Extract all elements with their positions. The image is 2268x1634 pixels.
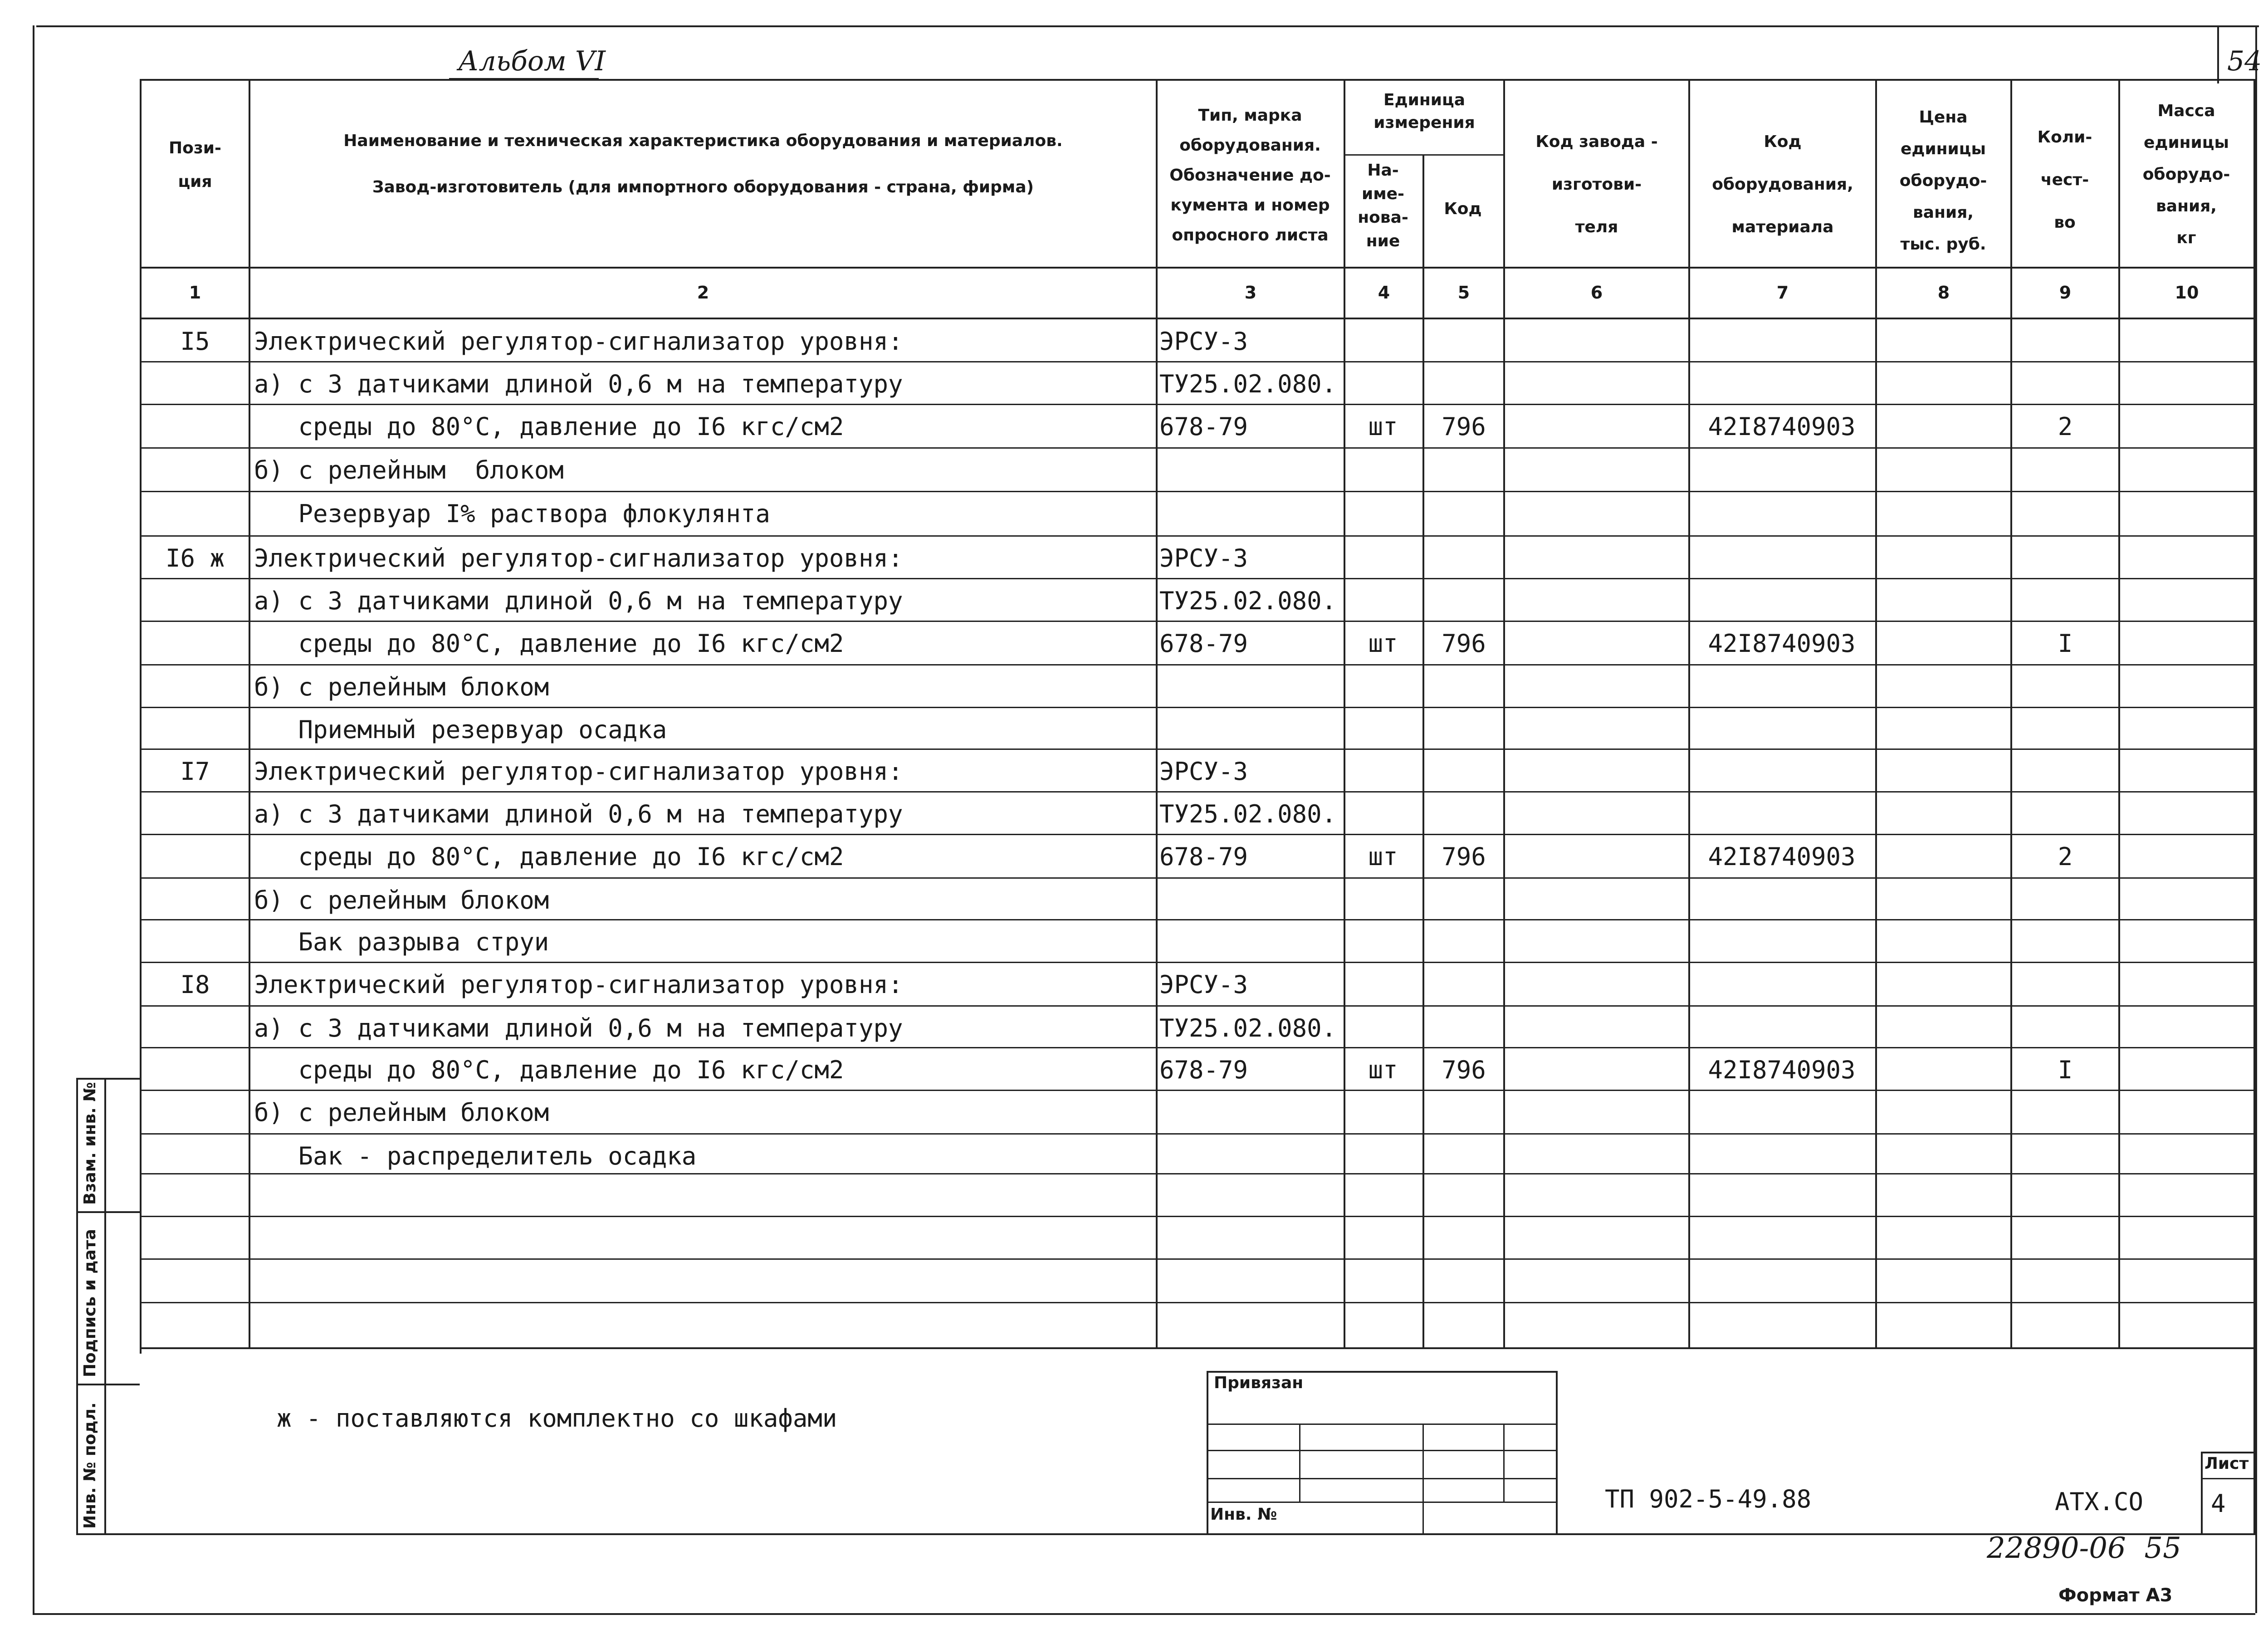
cell-name: среды до 80°С, давление до I6 кгс/см2	[254, 412, 844, 441]
row-line	[140, 447, 2253, 449]
col-sep-6	[1688, 79, 1690, 1349]
sheet-label: Лист	[2204, 1454, 2249, 1473]
cell-type: ТУ25.02.080.	[1159, 370, 1337, 398]
table-right-border	[2253, 79, 2255, 1533]
cell-unit: шт	[1368, 629, 1398, 658]
hdr-name-line1: Наименование и техническая характеристика оборудования и материалов.	[343, 132, 1063, 150]
cell-type: 678-79	[1159, 842, 1248, 871]
colnum-9: 9	[2059, 283, 2072, 303]
album-title: Альбом VI	[458, 45, 606, 77]
cell-type: ЭРСУ-3	[1159, 544, 1248, 572]
row-line	[140, 621, 2253, 622]
frame-bottom-line	[76, 1533, 2255, 1535]
cell-unit: шт	[1368, 842, 1398, 871]
page-number-box-left	[2217, 25, 2219, 83]
side-strip-sep-1	[76, 1211, 140, 1213]
hdr-quantity: Коли- чест- во	[2037, 128, 2092, 232]
cell-name: б) с релейным блоком	[254, 456, 564, 484]
cell-name: Электрический регулятор-сигнализатор уровня:	[254, 544, 903, 572]
row-line	[140, 1173, 2253, 1174]
cell-code: 796	[1442, 629, 1486, 658]
cell-type: ТУ25.02.080.	[1159, 800, 1337, 828]
cell-type: 678-79	[1159, 1056, 1248, 1084]
cell-name: Бак - распределитель осадка	[254, 1142, 697, 1170]
doc-mark: АТХ.СО	[2055, 1487, 2144, 1516]
cell-mat: 42I8740903	[1708, 412, 1856, 441]
side-strip-left	[76, 1078, 78, 1533]
cell-name: б) с релейным блоком	[254, 673, 549, 701]
format-label: Формат А3	[2058, 1585, 2173, 1606]
row-line	[140, 404, 2253, 405]
cell-name: Бак разрыва струи	[254, 928, 549, 956]
cell-unit: шт	[1368, 412, 1398, 441]
cell-type: ЭРСУ-3	[1159, 757, 1248, 786]
hdr-factory-code: Код завода - изготови- теля	[1535, 132, 1658, 236]
cell-qty: 2	[2058, 412, 2073, 441]
side-strip-mid	[104, 1078, 106, 1533]
hdr-name-line2: Завод-изготовитель (для импортного оборудования - страна, фирма)	[372, 178, 1034, 196]
row-line	[140, 578, 2253, 579]
stamp-privyazan: Привязан	[1214, 1374, 1304, 1392]
col-sep-7	[1875, 79, 1877, 1349]
cell-code: 796	[1442, 412, 1486, 441]
sheet-box-top	[2201, 1452, 2253, 1453]
cell-pos: I8	[180, 970, 210, 999]
row-line	[140, 535, 2253, 537]
unit-sub-line	[1344, 154, 1503, 156]
outer-right-border	[2255, 25, 2257, 1613]
colnum-7: 7	[1776, 283, 1789, 303]
handwritten-number: 22890-06 55	[1987, 1531, 2181, 1565]
col-sep-3	[1344, 79, 1345, 1349]
row-line	[140, 834, 2253, 835]
cell-mat: 42I8740903	[1708, 629, 1856, 658]
colnum-3: 3	[1244, 283, 1257, 303]
row-line	[140, 1258, 2253, 1260]
colnum-6: 6	[1590, 283, 1603, 303]
row-line	[140, 919, 2253, 920]
cell-pos: I6 ж	[165, 544, 225, 572]
col-sep-4	[1422, 154, 1424, 1349]
hdr-equipment-code: Код оборудования, материала	[1712, 132, 1853, 236]
side-label-vzam: Взам. инв. №	[81, 1082, 99, 1205]
colnum-2: 2	[697, 283, 709, 303]
row-line	[140, 707, 2253, 708]
cell-name: Электрический регулятор-сигнализатор уровня:	[254, 757, 903, 786]
cell-name: а) с 3 датчиками длиной 0,6 м на температуру	[254, 800, 903, 828]
cell-name: Резервуар I% раствора флокулянта	[254, 499, 770, 528]
side-label-inv: Инв. № подл.	[81, 1402, 99, 1529]
stamp-col-3	[1503, 1424, 1505, 1502]
row-line	[140, 1005, 2253, 1007]
cell-name: Электрический регулятор-сигнализатор уровня:	[254, 327, 903, 356]
hdr-unit-group: Единица измерения	[1374, 91, 1475, 132]
row-line	[140, 664, 2253, 665]
header-bottom-line	[140, 267, 2253, 269]
side-strip-sep-2	[76, 1384, 140, 1385]
cell-unit: шт	[1368, 1056, 1398, 1084]
cell-mat: 42I8740903	[1708, 842, 1856, 871]
stamp-left-line	[1207, 1371, 1208, 1533]
stamp-top-line	[1207, 1371, 1556, 1373]
hdr-type: Тип, марка оборудования. Обозначение до- кумента и номер опросного листа	[1169, 106, 1331, 245]
row-line	[140, 361, 2253, 362]
row-line	[140, 1133, 2253, 1135]
cell-mat: 42I8740903	[1708, 1056, 1856, 1084]
col-sep-9	[2118, 79, 2120, 1349]
row-line	[140, 877, 2253, 879]
side-strip-top	[76, 1078, 140, 1080]
colnum-10: 10	[2175, 283, 2199, 303]
cell-type: 678-79	[1159, 412, 1248, 441]
stamp-row-4	[1207, 1502, 1556, 1503]
outer-bottom-border	[33, 1613, 2255, 1615]
cell-type: ЭРСУ-3	[1159, 970, 1248, 999]
cell-pos: I5	[180, 327, 210, 356]
cell-name: Приемный резервуар осадка	[254, 715, 667, 744]
cell-type: 678-79	[1159, 629, 1248, 658]
row-line	[140, 791, 2253, 793]
colnum-1: 1	[189, 283, 201, 303]
colnum-4: 4	[1378, 283, 1390, 303]
table-body-bottom	[140, 1347, 2253, 1349]
cell-qty: I	[2058, 1056, 2073, 1084]
sheet-box-mid	[2201, 1478, 2253, 1479]
cell-code: 796	[1442, 842, 1486, 871]
cell-code: 796	[1442, 1056, 1486, 1084]
colnum-5: 5	[1457, 283, 1470, 303]
table-left-border	[140, 79, 142, 1354]
row-line	[140, 1216, 2253, 1217]
cell-pos: I7	[180, 757, 210, 786]
cell-name: а) с 3 датчиками длиной 0,6 м на температуру	[254, 587, 903, 615]
sheet-number: 4	[2211, 1489, 2226, 1518]
cell-type: ТУ25.02.080.	[1159, 587, 1337, 615]
sheet-box-left	[2201, 1452, 2203, 1533]
col-sep-8	[2010, 79, 2012, 1349]
cell-name: среды до 80°С, давление до I6 кгс/см2	[254, 1056, 844, 1084]
cell-type: ТУ25.02.080.	[1159, 1014, 1337, 1042]
col-sep-2	[1156, 79, 1158, 1349]
cell-name: среды до 80°С, давление до I6 кгс/см2	[254, 629, 844, 658]
cell-type: ЭРСУ-3	[1159, 327, 1248, 356]
col-sep-5	[1503, 79, 1505, 1349]
row-line	[140, 1047, 2253, 1048]
colnum-bottom-line	[140, 318, 2253, 319]
outer-left-border	[33, 25, 34, 1613]
cell-name: б) с релейным блоком	[254, 886, 549, 915]
colnum-8: 8	[1937, 283, 1950, 303]
hdr-price: Цена единицы оборудо- вания, тыс. руб.	[1899, 108, 1987, 254]
hdr-unit-name: На- име- нова- ние	[1358, 161, 1408, 250]
footnote: ж - поставляются комплектно со шкафами	[277, 1404, 837, 1433]
side-label-podpis: Подпись и дата	[81, 1229, 99, 1377]
row-line	[140, 1090, 2253, 1091]
cell-qty: I	[2058, 629, 2073, 658]
cell-name: среды до 80°С, давление до I6 кгс/см2	[254, 842, 844, 871]
page-number: 54	[2227, 45, 2262, 77]
row-line	[140, 491, 2253, 492]
cell-name: а) с 3 датчиками длиной 0,6 м на температуру	[254, 370, 903, 398]
hdr-mass: Масса единицы оборудо- вания, кг	[2142, 102, 2230, 247]
row-line	[140, 1302, 2253, 1303]
stamp-inv-no: Инв. №	[1210, 1505, 1277, 1524]
doc-code: ТП 902-5-49.88	[1605, 1485, 1812, 1513]
cell-name: Электрический регулятор-сигнализатор уровня:	[254, 970, 903, 999]
stamp-col-1	[1299, 1424, 1300, 1502]
row-line	[140, 749, 2253, 750]
cell-qty: 2	[2058, 842, 2073, 871]
stamp-col-2	[1422, 1424, 1424, 1533]
row-line	[140, 962, 2253, 963]
table-top-border	[140, 79, 2255, 81]
hdr-position: Пози- ция	[169, 139, 221, 191]
stamp-right-line	[1556, 1371, 1558, 1533]
hdr-unit-code: Код	[1444, 200, 1482, 218]
col-sep-1	[249, 79, 250, 1349]
cell-name: а) с 3 датчиками длиной 0,6 м на температуру	[254, 1014, 903, 1042]
cell-name: б) с релейным блоком	[254, 1098, 549, 1127]
top-border-line	[36, 25, 2259, 27]
